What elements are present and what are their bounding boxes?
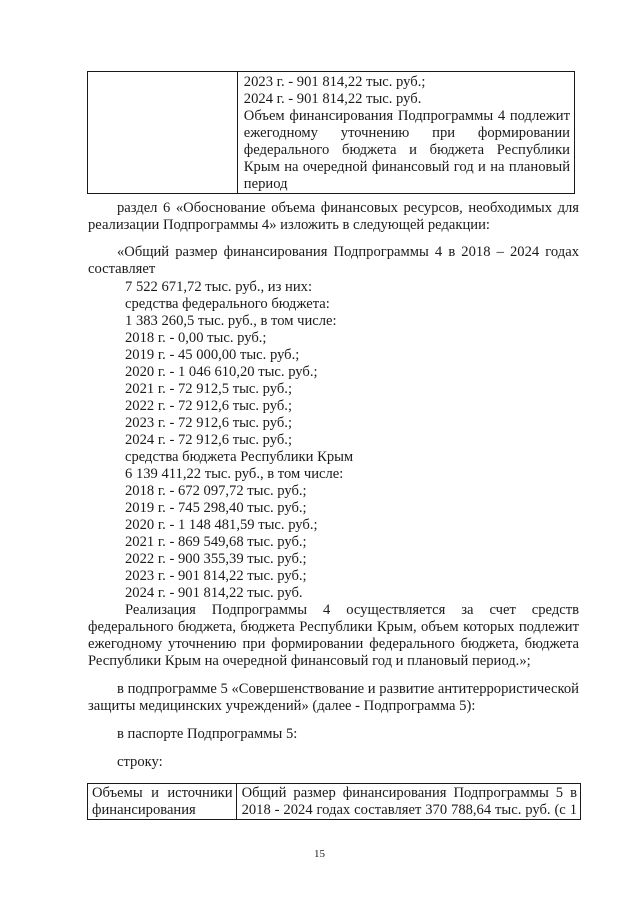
top-table-note-line: федерального бюджета и бюджета Республики (243, 142, 570, 158)
subprogram5-line-1: в подпрограмме 5 «Совершенствование и развитие антитеррористической (117, 681, 579, 697)
top-table-note-line: Объем финансирования Подпрограммы 4 подлежит (243, 108, 570, 124)
top-table-left-cell (88, 72, 238, 194)
bottom-financing-table (87, 783, 581, 820)
federal-year-item: 2019 г. - 45 000,00 тыс. руб.; (125, 347, 300, 363)
federal-year-item: 2024 г. - 72 912,6 тыс. руб.; (125, 432, 293, 448)
crimea-total: 6 139 411,22 тыс. руб., в том числе: (125, 466, 344, 482)
implementation-line-3: ежегодному уточнению при формировании федерального бюджета, бюджета (88, 636, 579, 652)
crimea-year-item: 2023 г. - 901 814,22 тыс. руб.; (125, 568, 307, 584)
federal-heading: средства федерального бюджета: (125, 296, 330, 312)
bottom-table-left-cell (88, 784, 237, 820)
top-table-note-line: Крым на очередной финансовый год и на плановый (243, 159, 570, 175)
quote-line-1: «Общий размер финансирования Подпрограммы 4 в 2018 – 2024 годах (117, 244, 579, 260)
top-table-line: 2023 г. - 901 814,22 тыс. руб.; (243, 74, 426, 90)
row-line: строку: (117, 754, 163, 770)
implementation-line-1: Реализация Подпрограммы 4 осуществляется за счет средств (125, 602, 579, 618)
top-financing-table (87, 71, 575, 194)
implementation-line-2: федерального бюджета, бюджета Республики Крым, объем которых подлежит (88, 619, 579, 635)
crimea-year-item: 2018 г. - 672 097,72 тыс. руб.; (125, 483, 307, 499)
crimea-year-item: 2019 г. - 745 298,40 тыс. руб.; (125, 500, 307, 516)
subprogram5-line-2: защиты медицинских учреждений» (далее - Подпрограмма 5): (88, 698, 476, 714)
federal-year-item: 2023 г. - 72 912,6 тыс. руб.; (125, 415, 293, 431)
bottom-table-right-cell (236, 784, 580, 820)
top-table-right-cell (237, 72, 574, 194)
top-table-line: 2024 г. - 901 814,22 тыс. руб. (243, 91, 422, 107)
section6-line-1: раздел 6 «Обоснование объема финансовых ресурсов, необходимых для (117, 200, 579, 216)
bottom-table-left-line-1: Объемы и источники (92, 785, 233, 801)
federal-year-item: 2018 г. - 0,00 тыс. руб.; (125, 330, 267, 346)
federal-total: 1 383 260,5 тыс. руб., в том числе: (125, 313, 337, 329)
federal-year-item: 2021 г. - 72 912,5 тыс. руб.; (125, 381, 293, 397)
crimea-year-item: 2024 г. - 901 814,22 тыс. руб. (125, 585, 303, 601)
federal-year-item: 2020 г. - 1 046 610,20 тыс. руб.; (125, 364, 318, 380)
bottom-table-right-line-2: 2018 - 2024 годах составляет 370 788,64 тыс. руб. (с 1 (241, 802, 577, 818)
crimea-year-item: 2020 г. - 1 148 481,59 тыс. руб.; (125, 517, 318, 533)
federal-year-item: 2022 г. - 72 912,6 тыс. руб.; (125, 398, 293, 414)
crimea-year-item: 2022 г. - 900 355,39 тыс. руб.; (125, 551, 307, 567)
crimea-heading: средства бюджета Республики Крым (125, 449, 354, 465)
passport-line: в паспорте Подпрограммы 5: (117, 726, 298, 742)
bottom-table-right-line-1: Общий размер финансирования Подпрограммы 5 в (241, 785, 577, 801)
top-table-note-last: период (243, 176, 288, 192)
crimea-year-item: 2021 г. - 869 549,68 тыс. руб.; (125, 534, 307, 550)
total-amount: 7 522 671,72 тыс. руб., из них: (125, 279, 312, 295)
implementation-line-4: Республики Крым на очередной финансовый год и плановый период.»; (88, 653, 531, 669)
bottom-table-left-line-2: финансирования (92, 802, 196, 818)
top-table-note-line: ежегодному уточнению при формировании (243, 125, 570, 141)
page-number: 15 (314, 848, 325, 860)
quote-line-2: составляет (88, 261, 156, 277)
section6-line-2: реализации Подпрограммы 4» изложить в следующей редакции: (88, 217, 490, 233)
